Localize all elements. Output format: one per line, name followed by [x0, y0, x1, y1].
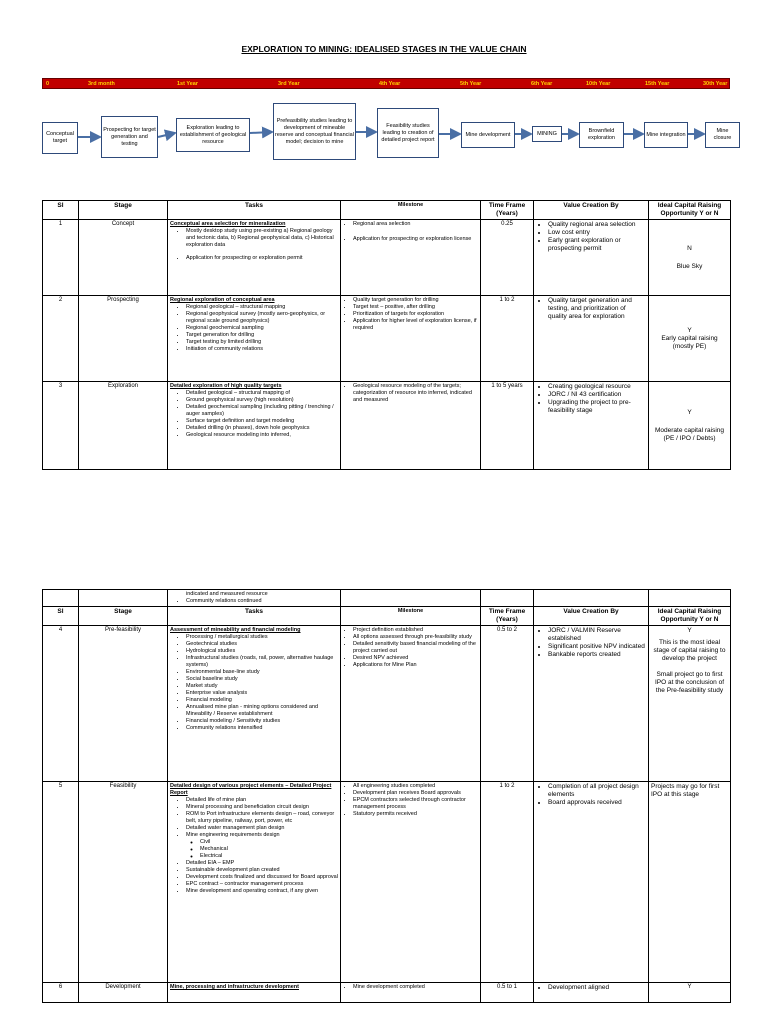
list-item: • Infrastructural studies (roads, rail, power, alternative haulage systems): [186, 655, 338, 669]
list-item: • Geological resource modeling into inferred,: [186, 432, 338, 439]
col-header: Ideal Capital Raising Opportunity Y or N: [649, 607, 731, 626]
col-header: Stage: [79, 201, 168, 220]
task-heading: Assessment of mineability and financial modeling: [170, 627, 301, 633]
list-item: • Social baseline study: [186, 676, 338, 683]
list-item: • Sustainable development plan created: [186, 867, 338, 874]
cell-stage: Development: [79, 983, 168, 1003]
list-item: • Significant positive NPV indicated: [548, 643, 646, 651]
list-item: • Project definition established: [353, 627, 478, 634]
cell-sl: 2: [43, 296, 79, 382]
list-item: • Mine development completed: [353, 984, 478, 991]
list-item: • Early grant exploration or prospecting permit: [548, 237, 646, 253]
list-item: • Initiation of community relations: [186, 346, 338, 353]
list-item: • Mineral processing and beneficiation circuit design: [186, 804, 338, 811]
timeline-label: 0: [46, 81, 50, 87]
table-row: [43, 296, 731, 382]
cell-value: [534, 626, 649, 782]
col-header: Tasks: [168, 201, 341, 220]
col-header: Milestone: [341, 201, 481, 220]
cell-time: 0.5 to 1: [481, 983, 534, 1003]
table-row-carryover: [43, 590, 731, 607]
list-item: • Mine development and operating contract, if any given: [186, 888, 338, 895]
capital-flag: Y: [687, 627, 692, 634]
timeline-label: 3rd month: [88, 81, 115, 87]
carry-text: indicated and measured resource: [186, 591, 268, 597]
list-item: • Community relations continued: [186, 598, 338, 605]
list-item: • Quality regional area selection: [548, 221, 646, 229]
list-item: • Detailed life of mine plan: [186, 797, 338, 804]
sub-list-item: ◦ Electrical: [200, 853, 338, 860]
cell-capital: [649, 782, 731, 983]
cell-milestone: [341, 626, 481, 782]
col-header: Time Frame (Years): [481, 607, 534, 626]
stages-table-1: [42, 200, 731, 470]
list-item: • Bankable reports created: [548, 651, 646, 659]
list-item: • Detailed drilling (in phases), down hole geophysics: [186, 425, 338, 432]
cell-capital: [649, 296, 731, 382]
cell-value: [534, 782, 649, 983]
table-row: [43, 382, 731, 470]
timeline-label: 1st Year: [177, 81, 199, 87]
cell-stage: Pre-feasibility: [79, 626, 168, 782]
table-row: [43, 782, 731, 983]
list-item: • Application for prospecting or exploration permit: [186, 255, 338, 262]
col-header: Time Frame (Years): [481, 201, 534, 220]
timeline-label: 15th Year: [645, 81, 670, 87]
task-heading: Regional exploration of conceptual area: [170, 297, 275, 303]
cell-sl: 5: [43, 782, 79, 983]
cell-stage: Exploration: [79, 382, 168, 470]
list-item: • Ground geophysical survey (high resolution): [186, 397, 338, 404]
task-heading: Detailed design of various project elements – Detailed Project Report: [170, 783, 332, 796]
col-header: Value Creation By: [534, 607, 649, 626]
list-item: • Completion of all project design elements: [548, 783, 646, 799]
cell-capital: [649, 626, 731, 782]
list-item: • Target testing by limited drilling: [186, 339, 338, 346]
list-item: • Detailed EIA – EMP: [186, 860, 338, 867]
flow-box-mine-development: Mine development: [461, 122, 515, 148]
capital-note: Moderate capital raising (PE / IPO / Debts): [654, 426, 724, 442]
flow-arrow: [250, 132, 272, 133]
cell-sl: 4: [43, 626, 79, 782]
list-item: • Detailed geochemical sampling (including pitting / trenching / auger samples): [186, 404, 338, 418]
list-item: • Quality target generation for drilling: [353, 297, 478, 304]
cell-stage: Concept: [79, 220, 168, 296]
list-item: • Community relations intensified: [186, 725, 338, 732]
timeline-label: 10th Year: [586, 81, 611, 87]
list-item: • Detailed geological – structural mapping of: [186, 390, 338, 397]
list-item: • Mostly desktop study using pre-existing a) Regional geology and tectonic data, b) Regional geophysical data, c) Historical exploration data: [186, 228, 338, 249]
timeline-label: 5th Year: [460, 81, 482, 87]
cell-milestone: [341, 382, 481, 470]
task-heading: Mine, processing and infrastructure development: [170, 984, 299, 990]
cell-milestone: [341, 983, 481, 1003]
list-item: • JORC / VALMIN Reserve established: [548, 627, 646, 643]
list-item: • Market study: [186, 683, 338, 690]
flow-arrow: [158, 133, 175, 137]
table-row: [43, 626, 731, 782]
list-item: • All engineering studies completed: [353, 783, 478, 790]
cell-sl: 1: [43, 220, 79, 296]
capital-note: Early capital raising (mostly PE): [661, 334, 718, 350]
list-item: • Environmental base-line study: [186, 669, 338, 676]
cell-sl: 3: [43, 382, 79, 470]
list-item: • Regional area selection: [353, 221, 478, 228]
cell-stage: Feasibility: [79, 782, 168, 983]
task-heading: Detailed exploration of high quality targets: [170, 383, 282, 389]
table-header-row: [43, 201, 731, 220]
list-item: • Upgrading the project to pre-feasibility stage: [548, 399, 646, 415]
page-title: EXPLORATION TO MINING: IDEALISED STAGES IN THE VALUE CHAIN: [241, 44, 527, 54]
col-header: Stage: [79, 607, 168, 626]
list-item: • Applications for Mine Plan: [353, 662, 478, 669]
sub-list-item: ◦ Civil: [200, 839, 338, 846]
flow-box-mining: MINING: [532, 126, 562, 142]
col-header: Ideal Capital Raising Opportunity Y or N: [649, 201, 731, 220]
table-row: [43, 983, 731, 1003]
table-row: [43, 220, 731, 296]
cell-milestone: [341, 782, 481, 983]
cell-tasks: [168, 220, 341, 296]
col-header: Sl: [43, 201, 79, 220]
cell-time: 0.25: [481, 220, 534, 296]
capital-flag: Y: [687, 984, 692, 990]
table-header-row: [43, 607, 731, 626]
cell-time: 1 to 5 years: [481, 382, 534, 470]
cell-tasks: [168, 983, 341, 1003]
list-item: • Processing / metallurgical studies: [186, 634, 338, 641]
capital-note: Projects may go for first IPO at this stage: [651, 783, 720, 798]
list-item: • Application for higher level of exploration license, if required: [353, 318, 478, 332]
list-item: • Surface target definition and target modeling: [186, 418, 338, 425]
list-item: • All options assessed through pre-feasibility study: [353, 634, 478, 641]
list-item: • Statutory permits received: [353, 811, 478, 818]
list-item: • Desired NPV achieved: [353, 655, 478, 662]
list-item: • Regional geochemical sampling: [186, 325, 338, 332]
cell-capital: [649, 382, 731, 470]
timeline-label: 3rd Year: [278, 81, 300, 87]
list-item: • Regional geophysical survey (mostly aero-geophysics, or regional scale ground geophysics): [186, 311, 338, 325]
list-item: • ROM to Port infrastructure elements design – road, conveyor belt, slurry pipeline, railway, port, power, etc: [186, 811, 338, 825]
list-item: • Hydrological studies: [186, 648, 338, 655]
list-item: • Board approvals received: [548, 799, 646, 807]
list-item: • EPC contract – contractor management process: [186, 881, 338, 888]
cell-time: 1 to 2: [481, 296, 534, 382]
cell-tasks: [168, 296, 341, 382]
capital-note: This is the most ideal stage of capital raising to develop the project: [653, 639, 726, 662]
list-item: • Geotechnical studies: [186, 641, 338, 648]
sub-list-item: ◦ Mechanical: [200, 846, 338, 853]
stages-table-2: [42, 589, 731, 1003]
col-header: Milestone: [341, 607, 481, 626]
list-item: • Detailed sensitivity based financial modeling of the project carried out: [353, 641, 478, 655]
list-item: • Financial modeling: [186, 697, 338, 704]
flow-box-prospecting: Prospecting for target generation and testing: [101, 116, 158, 158]
list-item: • Prioritization of targets for exploration: [353, 311, 478, 318]
col-header: Value Creation By: [534, 201, 649, 220]
flow-box-brownfield: Brownfield exploration: [579, 122, 624, 148]
cell-value: [534, 382, 649, 470]
cell-tasks: [168, 382, 341, 470]
list-item: • Financial modeling / Sensitivity studies: [186, 718, 338, 725]
flow-box-exploration: Exploration leading to establishment of geological resource: [176, 118, 250, 152]
list-item: • Development aligned: [548, 984, 646, 992]
list-item: • JORC / NI 43 certification: [548, 391, 646, 399]
capital-note: Small project go to first IPO at the conclusion of the Pre-feasibility study: [654, 671, 724, 694]
list-item: • Development costs finalized and discussed for Board approval: [186, 874, 338, 881]
cell-stage: Prospecting: [79, 296, 168, 382]
flow-box-mine-closure: Mine closure: [705, 122, 740, 148]
cell-time: 1 to 2: [481, 782, 534, 983]
capital-note: Blue Sky: [676, 262, 703, 270]
list-item: • Detailed water management plan design: [186, 825, 338, 832]
list-item: • EPCM contractors selected through contractor management process: [353, 797, 478, 811]
cell-milestone: [341, 220, 481, 296]
cell-tasks: [168, 782, 341, 983]
flow-box-conceptual: Conceptual target: [42, 122, 78, 154]
list-item: • Development plan receives Board approvals: [353, 790, 478, 797]
list-item: • Application for prospecting or exploration license: [353, 236, 478, 243]
list-item: • Regional geological – structural mapping: [186, 304, 338, 311]
list-item: • Quality target generation and testing, and prioritization of quality area for exploration: [548, 297, 646, 321]
cell-value: [534, 220, 649, 296]
cell-tasks: [168, 590, 341, 607]
capital-flag: Y: [687, 408, 692, 416]
flow-box-feasibility: Feasibility studies leading to creation of detailed project report: [377, 108, 439, 158]
list-item-text: Mine engineering requirements design: [186, 832, 280, 838]
cell-capital: [649, 220, 731, 296]
capital-flag: N: [687, 244, 692, 252]
list-item: • Target test – positive, after drilling: [353, 304, 478, 311]
cell-time: 0.5 to 2: [481, 626, 534, 782]
list-item: • Creating geological resource: [548, 383, 646, 391]
list-item: • Low cost entry: [548, 229, 646, 237]
list-item: [186, 832, 338, 860]
timeline-label: 4th Year: [379, 81, 401, 87]
cell-sl: 6: [43, 983, 79, 1003]
col-header: Tasks: [168, 607, 341, 626]
cell-capital: [649, 983, 731, 1003]
timeline-label: 6th Year: [531, 81, 553, 87]
flow-box-prefeasibility: Prefeasibility studies leading to development of mineable reserve and conceptual financial model; decision to mine: [273, 103, 356, 160]
task-heading: Conceptual area selection for mineralization: [170, 221, 286, 227]
cell-milestone: [341, 296, 481, 382]
list-item: • Annualised mine plan - mining options considered and Mineability / Reserve establishment: [186, 704, 338, 718]
list-item: • Target generation for drilling: [186, 332, 338, 339]
col-header: Sl: [43, 607, 79, 626]
list-item: • Enterprise value analysis: [186, 690, 338, 697]
capital-flag: Y: [687, 326, 692, 334]
cell-value: [534, 296, 649, 382]
cell-value: [534, 983, 649, 1003]
cell-tasks: [168, 626, 341, 782]
timeline-label: 30th Year: [703, 81, 728, 87]
list-item: • Geological resource modeling of the targets; categorization of resource into inferred, indicated and measured: [353, 383, 478, 404]
flow-box-mine-integration: Mine integration: [644, 122, 688, 148]
